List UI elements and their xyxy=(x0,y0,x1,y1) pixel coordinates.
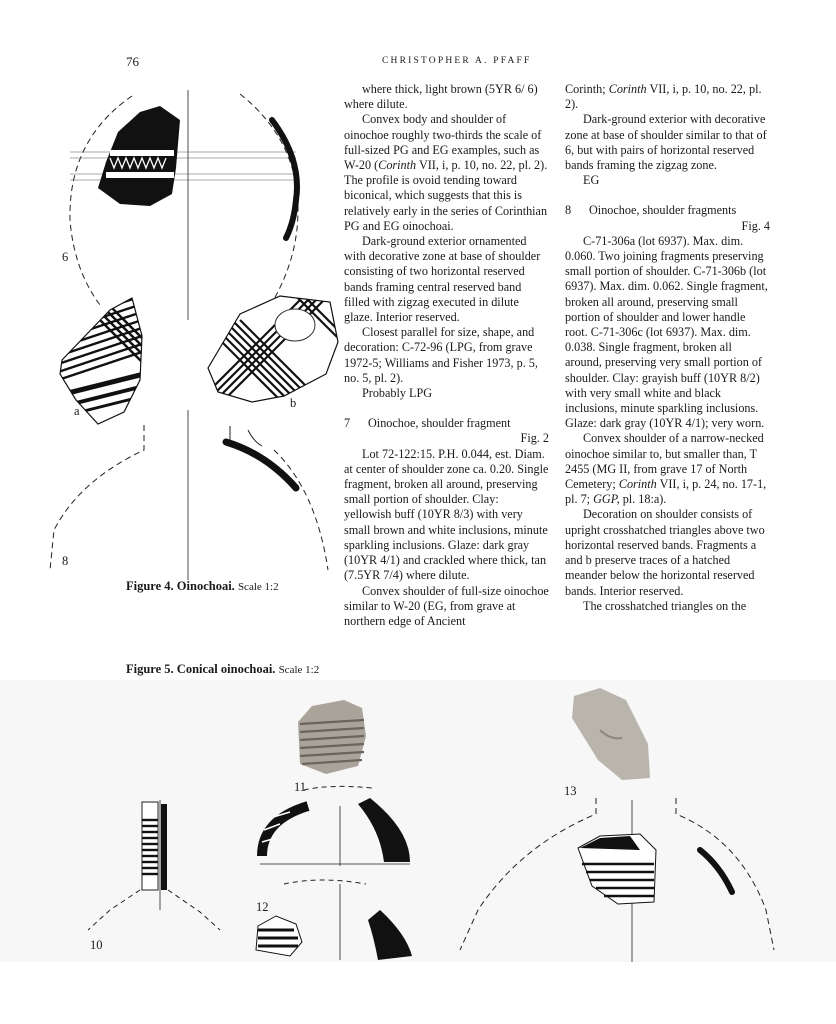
fragment-12-drawing xyxy=(256,880,412,960)
figure-label-b: b xyxy=(290,396,297,410)
fragment-8b-drawing xyxy=(200,290,340,420)
paragraph: Lot 72-122:15. P.H. 0.044, est. Diam. at center of shoulder zone ca. 0.20. Single fragment, broken all around, preserving small portion of shoulder. Clay: yellowish buff (10YR 8/3) with very small brown and white inclusions, minute sparkling inclusions. Glaze: dark gray (10YR 4/1) and crackled where thick, tan (7.5YR 7/4) where dilute. xyxy=(344,446,549,583)
fragment-13-photo xyxy=(572,688,650,780)
figure-label-8: 8 xyxy=(62,554,69,568)
paragraph: EG xyxy=(583,173,600,188)
paragraph: Closest parallel for size, shape, and decoration: C-72-96 (LPG, from grave 1972-5; Williams and Fisher 1973, p. 5, no. 5, pl. 2). xyxy=(344,325,538,385)
fragment-8a-drawing xyxy=(40,270,174,424)
paragraph: The crosshatched triangles on the xyxy=(583,598,747,613)
figure-5-caption xyxy=(126,662,319,677)
entry-8-figref: Fig. 4 xyxy=(741,218,770,233)
figure-4-scale: Scale 1:2 xyxy=(237,581,279,593)
conical-oinochoai-figure xyxy=(0,680,836,962)
text-column-right xyxy=(565,82,770,614)
conical-oinochoe-upper-drawing xyxy=(260,786,410,866)
figure-label-6: 6 xyxy=(62,250,69,264)
figure-label-11: 11 xyxy=(294,780,307,794)
oinochoe-8-drawing xyxy=(50,410,328,580)
figure-4-caption xyxy=(126,579,279,594)
page-number: 76 xyxy=(126,54,139,69)
paragraph: C-71-306a (lot 6937). Max. dim. 0.060. Two joining fragments preserving small portion of shoulder. C-71-306b (lot 6937). Max. dim. 0.062. Single fragment, broken all around, preserving small portion of shoulder and lower handle root. C-71-306c (lot 6937). Max. dim. 0.038. Single fragment, broken all around, preserving very small portion of shoulder. Clay: grayish buff (10YR 8/2) with very small white and black inclusions, minute sparkling inclusions. Glaze: dark gray (10YR 4/1); very worn. xyxy=(565,233,768,431)
figure-4-caption-text: Figure 4. Oinochoai. xyxy=(126,579,235,593)
paragraph: Convex shoulder of a narrow-necked oinochoe similar to, but smaller than, T 2455 (MG II, from grave 17 of North Cemetery; Corinth VII, i, p. 24, no. 17-1, pl. 7; GGP, pl. 18:a). xyxy=(565,431,767,507)
oinochoe-13-drawing xyxy=(460,798,774,962)
entry-7-heading: 7 Oinochoe, shoulder fragment xyxy=(344,416,511,431)
oinochoai-drawings xyxy=(40,70,340,590)
figure-label-12: 12 xyxy=(256,900,269,914)
paragraph: Decoration on shoulder consists of upright crosshatched triangles above two horizontal reserved bands. Fragments a and b preserve traces of a hatched meander below the horizontal reserved bands. Interior reserved. xyxy=(565,507,765,598)
paragraph: Probably LPG xyxy=(362,386,433,401)
oinochoe-10-drawing xyxy=(88,800,220,930)
paragraph: Convex shoulder of full-size oinochoe similar to W-20 (EG, from grave at northern edge of Ancient xyxy=(344,583,549,628)
paragraph: where thick, light brown (5YR 6/ 6) where dilute. xyxy=(344,82,538,112)
figure-5-scale: Scale 1:2 xyxy=(278,664,320,676)
oinochoe-6-drawing xyxy=(70,90,298,320)
text-column-middle xyxy=(344,82,549,629)
conical-oinochoai-drawings xyxy=(0,680,836,962)
figure-label-a: a xyxy=(74,404,80,418)
paragraph: Convex body and shoulder of oinochoe roughly two-thirds the scale of full-sized PG and EG examples, such as W-20 (Corinth VII, i, p. 10, no. 22, pl. 2). The profile is ovoid tending toward biconical, which suggests that this is relatively early in the series of Corinthian PG and EG oinochoai. xyxy=(344,112,548,233)
fragment-11-photo xyxy=(298,700,366,774)
figure-label-10: 10 xyxy=(90,938,103,952)
paragraph: Dark-ground exterior with decorative zone at base of shoulder similar to that of 6, but with pairs of horizontal reserved bands framing the zigzag zone. xyxy=(565,112,767,173)
figure-5-caption-text: Figure 5. Conical oinochoai. xyxy=(126,662,276,676)
entry-7-figref: Fig. 2 xyxy=(520,431,549,446)
running-head: CHRISTOPHER A. PFAFF xyxy=(382,56,532,66)
figure-label-13: 13 xyxy=(564,784,577,798)
paragraph: Dark-ground exterior ornamented with decorative zone at base of shoulder consisting of two horizontal reserved bands framing central reserved band filled with zigzag executed in dilute glaze. Interior reserved. xyxy=(344,234,541,325)
entry-8-heading: 8 Oinochoe, shoulder fragments xyxy=(565,203,737,218)
paragraph: Corinth; Corinth VII, i, p. 10, no. 22, pl. 2). xyxy=(565,82,762,112)
